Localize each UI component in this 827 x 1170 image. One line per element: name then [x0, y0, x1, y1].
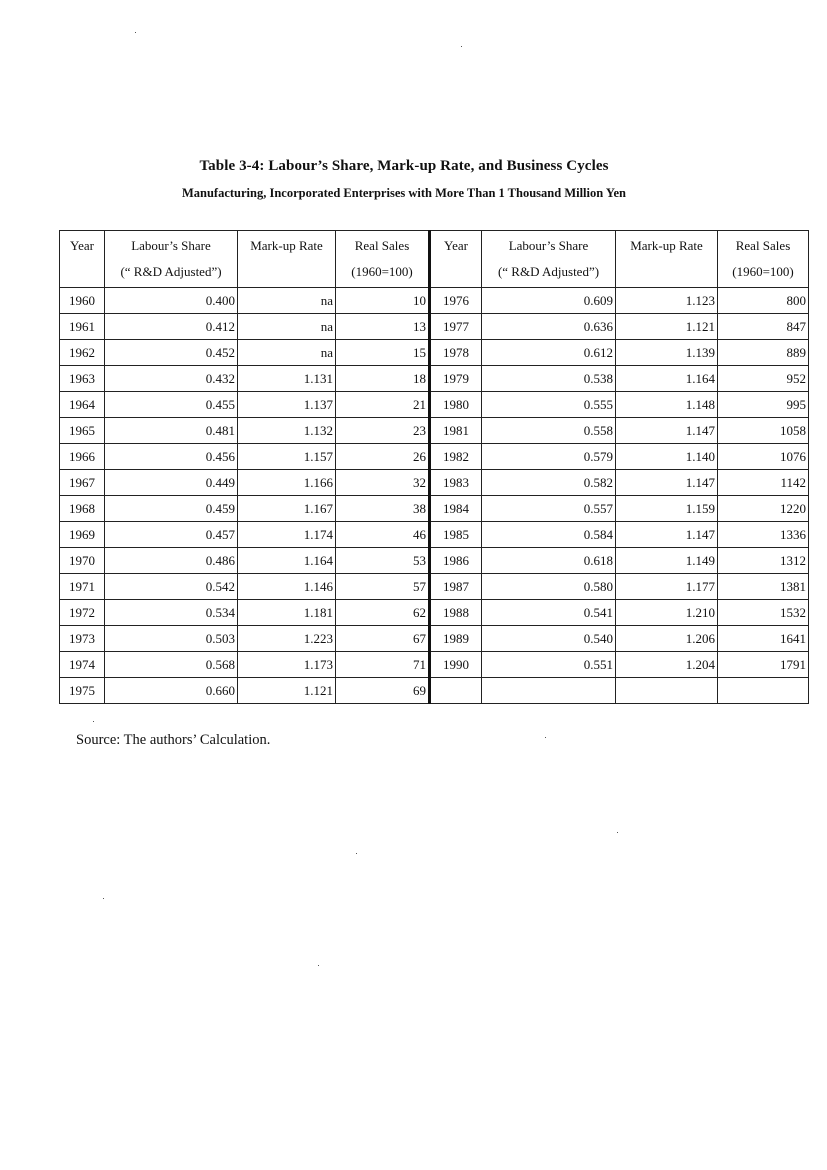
labour-share-cell-right: 0.612 [482, 340, 616, 366]
labour-share-cell: 0.503 [105, 626, 238, 652]
table-row [60, 600, 809, 626]
real-sales-cell: 10 [336, 288, 430, 314]
labour-share-cell: 0.568 [105, 652, 238, 678]
markup-rate-cell-right: 1.121 [616, 314, 718, 340]
scan-speck [318, 965, 319, 966]
header-labour-share-line1: Labour’s Share [131, 238, 211, 253]
table-row [60, 652, 809, 678]
table-row [60, 522, 809, 548]
year-cell-right: 1989 [430, 626, 482, 652]
markup-rate-cell-right: 1.149 [616, 548, 718, 574]
year-cell-right: 1981 [430, 418, 482, 444]
labour-share-cell: 0.452 [105, 340, 238, 366]
table-row [60, 678, 809, 704]
scan-speck [461, 46, 462, 47]
markup-rate-cell: 1.121 [238, 678, 336, 704]
markup-rate-cell: na [238, 288, 336, 314]
markup-rate-cell: 1.167 [238, 496, 336, 522]
table-row [60, 392, 809, 418]
markup-rate-cell: 1.181 [238, 600, 336, 626]
scan-speck [135, 32, 136, 33]
header-year-right: Year [430, 231, 482, 288]
labour-share-cell: 0.400 [105, 288, 238, 314]
scan-speck [617, 832, 618, 833]
scan-speck [103, 898, 104, 899]
table-row [60, 288, 809, 314]
year-cell: 1968 [60, 496, 105, 522]
labour-share-cell-right [482, 678, 616, 704]
labour-share-cell-right: 0.538 [482, 366, 616, 392]
real-sales-cell-right: 889 [718, 340, 809, 366]
table-row [60, 340, 809, 366]
year-cell-right: 1983 [430, 470, 482, 496]
scan-speck [93, 721, 94, 722]
labour-share-cell-right: 0.582 [482, 470, 616, 496]
labour-share-cell-right: 0.557 [482, 496, 616, 522]
labour-share-cell-right: 0.541 [482, 600, 616, 626]
year-cell-right: 1985 [430, 522, 482, 548]
table-row [60, 548, 809, 574]
real-sales-cell-right: 995 [718, 392, 809, 418]
header-markup-rate-right: Mark-up Rate [616, 231, 718, 288]
markup-rate-cell-right: 1.139 [616, 340, 718, 366]
markup-rate-cell: 1.173 [238, 652, 336, 678]
labour-share-cell: 0.432 [105, 366, 238, 392]
source-note: Source: The authors’ Calculation. [76, 732, 271, 748]
labour-share-cell-right: 0.540 [482, 626, 616, 652]
real-sales-cell-right: 1532 [718, 600, 809, 626]
labour-share-cell-right: 0.551 [482, 652, 616, 678]
header-labour-share-right [482, 231, 616, 288]
header-row [60, 231, 809, 288]
real-sales-cell: 32 [336, 470, 430, 496]
markup-rate-cell-right: 1.140 [616, 444, 718, 470]
table-row [60, 314, 809, 340]
labour-share-cell: 0.542 [105, 574, 238, 600]
header-year: Year [60, 231, 105, 288]
markup-rate-cell-right: 1.164 [616, 366, 718, 392]
real-sales-cell-right: 1641 [718, 626, 809, 652]
year-cell: 1965 [60, 418, 105, 444]
markup-rate-cell: 1.131 [238, 366, 336, 392]
markup-rate-cell-right: 1.177 [616, 574, 718, 600]
table-body [60, 288, 809, 704]
labour-share-cell-right: 0.580 [482, 574, 616, 600]
header-real-sales-line2-right: (1960=100) [732, 264, 794, 279]
year-cell: 1970 [60, 548, 105, 574]
labour-share-cell: 0.457 [105, 522, 238, 548]
year-cell-right: 1984 [430, 496, 482, 522]
markup-rate-cell-right: 1.123 [616, 288, 718, 314]
markup-rate-cell-right: 1.148 [616, 392, 718, 418]
table-subtitle: Manufacturing, Incorporated Enterprises with More Than 1 Thousand Million Yen [181, 186, 627, 200]
header-real-sales-line1-right: Real Sales [735, 238, 791, 253]
header-labour-share-line2-right: (“ R&D Adjusted”) [497, 264, 600, 279]
labour-share-cell: 0.534 [105, 600, 238, 626]
table-row [60, 418, 809, 444]
year-cell: 1972 [60, 600, 105, 626]
markup-rate-cell: 1.223 [238, 626, 336, 652]
real-sales-cell: 46 [336, 522, 430, 548]
markup-rate-cell-right: 1.204 [616, 652, 718, 678]
real-sales-cell: 53 [336, 548, 430, 574]
year-cell: 1961 [60, 314, 105, 340]
year-cell-right: 1990 [430, 652, 482, 678]
year-cell-right: 1976 [430, 288, 482, 314]
real-sales-cell: 38 [336, 496, 430, 522]
real-sales-cell-right: 1076 [718, 444, 809, 470]
data-table [59, 230, 809, 704]
year-cell: 1963 [60, 366, 105, 392]
year-cell: 1967 [60, 470, 105, 496]
scan-speck [545, 737, 546, 738]
labour-share-cell: 0.449 [105, 470, 238, 496]
year-cell: 1971 [60, 574, 105, 600]
year-cell: 1969 [60, 522, 105, 548]
header-real-sales-line2: (1960=100) [351, 264, 413, 279]
labour-share-cell: 0.486 [105, 548, 238, 574]
header-markup-rate: Mark-up Rate [238, 231, 336, 288]
labour-share-cell-right: 0.636 [482, 314, 616, 340]
scan-speck [356, 853, 357, 854]
table-row [60, 470, 809, 496]
markup-rate-cell-right [616, 678, 718, 704]
year-cell-right: 1986 [430, 548, 482, 574]
real-sales-cell-right: 1336 [718, 522, 809, 548]
table-title: Table 3-4: Labour’s Share, Mark-up Rate, and Business Cycles [199, 158, 609, 174]
real-sales-cell-right: 1058 [718, 418, 809, 444]
real-sales-cell: 71 [336, 652, 430, 678]
labour-share-cell: 0.459 [105, 496, 238, 522]
year-cell-right: 1977 [430, 314, 482, 340]
labour-share-cell-right: 0.555 [482, 392, 616, 418]
header-labour-share [105, 231, 238, 288]
real-sales-cell-right: 952 [718, 366, 809, 392]
markup-rate-cell: 1.146 [238, 574, 336, 600]
real-sales-cell-right: 847 [718, 314, 809, 340]
year-cell: 1962 [60, 340, 105, 366]
markup-rate-cell-right: 1.159 [616, 496, 718, 522]
table-row [60, 444, 809, 470]
year-cell: 1973 [60, 626, 105, 652]
table-row [60, 626, 809, 652]
markup-rate-cell-right: 1.147 [616, 470, 718, 496]
real-sales-cell: 69 [336, 678, 430, 704]
year-cell-right: 1978 [430, 340, 482, 366]
labour-share-cell-right: 0.618 [482, 548, 616, 574]
real-sales-cell: 26 [336, 444, 430, 470]
header-real-sales-line1: Real Sales [354, 238, 410, 253]
header-labour-share-line2: (“ R&D Adjusted”) [120, 264, 222, 279]
labour-share-cell: 0.455 [105, 392, 238, 418]
table-row [60, 574, 809, 600]
labour-share-cell-right: 0.558 [482, 418, 616, 444]
real-sales-cell-right: 1381 [718, 574, 809, 600]
real-sales-cell-right: 800 [718, 288, 809, 314]
labour-share-cell-right: 0.579 [482, 444, 616, 470]
real-sales-cell: 18 [336, 366, 430, 392]
real-sales-cell: 13 [336, 314, 430, 340]
year-cell-right: 1988 [430, 600, 482, 626]
table-row [60, 496, 809, 522]
year-cell-right: 1987 [430, 574, 482, 600]
labour-share-cell: 0.660 [105, 678, 238, 704]
real-sales-cell-right [718, 678, 809, 704]
markup-rate-cell: 1.157 [238, 444, 336, 470]
markup-rate-cell-right: 1.206 [616, 626, 718, 652]
labour-share-cell-right: 0.609 [482, 288, 616, 314]
real-sales-cell-right: 1791 [718, 652, 809, 678]
real-sales-cell: 67 [336, 626, 430, 652]
real-sales-cell-right: 1220 [718, 496, 809, 522]
year-cell-right: 1982 [430, 444, 482, 470]
real-sales-cell: 57 [336, 574, 430, 600]
real-sales-cell: 15 [336, 340, 430, 366]
year-cell-right: 1980 [430, 392, 482, 418]
year-cell: 1974 [60, 652, 105, 678]
year-cell: 1964 [60, 392, 105, 418]
labour-share-cell: 0.481 [105, 418, 238, 444]
year-cell: 1966 [60, 444, 105, 470]
table-row [60, 366, 809, 392]
markup-rate-cell: 1.166 [238, 470, 336, 496]
markup-rate-cell-right: 1.210 [616, 600, 718, 626]
year-cell-right [430, 678, 482, 704]
markup-rate-cell-right: 1.147 [616, 418, 718, 444]
year-cell-right: 1979 [430, 366, 482, 392]
labour-share-cell: 0.456 [105, 444, 238, 470]
header-real-sales-right [718, 231, 809, 288]
header-labour-share-line1-right: Labour’s Share [508, 238, 589, 253]
real-sales-cell: 62 [336, 600, 430, 626]
real-sales-cell-right: 1142 [718, 470, 809, 496]
markup-rate-cell: 1.132 [238, 418, 336, 444]
markup-rate-cell-right: 1.147 [616, 522, 718, 548]
markup-rate-cell: 1.174 [238, 522, 336, 548]
markup-rate-cell: na [238, 340, 336, 366]
markup-rate-cell: na [238, 314, 336, 340]
year-cell: 1960 [60, 288, 105, 314]
real-sales-cell: 21 [336, 392, 430, 418]
real-sales-cell: 23 [336, 418, 430, 444]
header-real-sales [336, 231, 430, 288]
year-cell: 1975 [60, 678, 105, 704]
markup-rate-cell: 1.137 [238, 392, 336, 418]
markup-rate-cell: 1.164 [238, 548, 336, 574]
real-sales-cell-right: 1312 [718, 548, 809, 574]
labour-share-cell: 0.412 [105, 314, 238, 340]
labour-share-cell-right: 0.584 [482, 522, 616, 548]
